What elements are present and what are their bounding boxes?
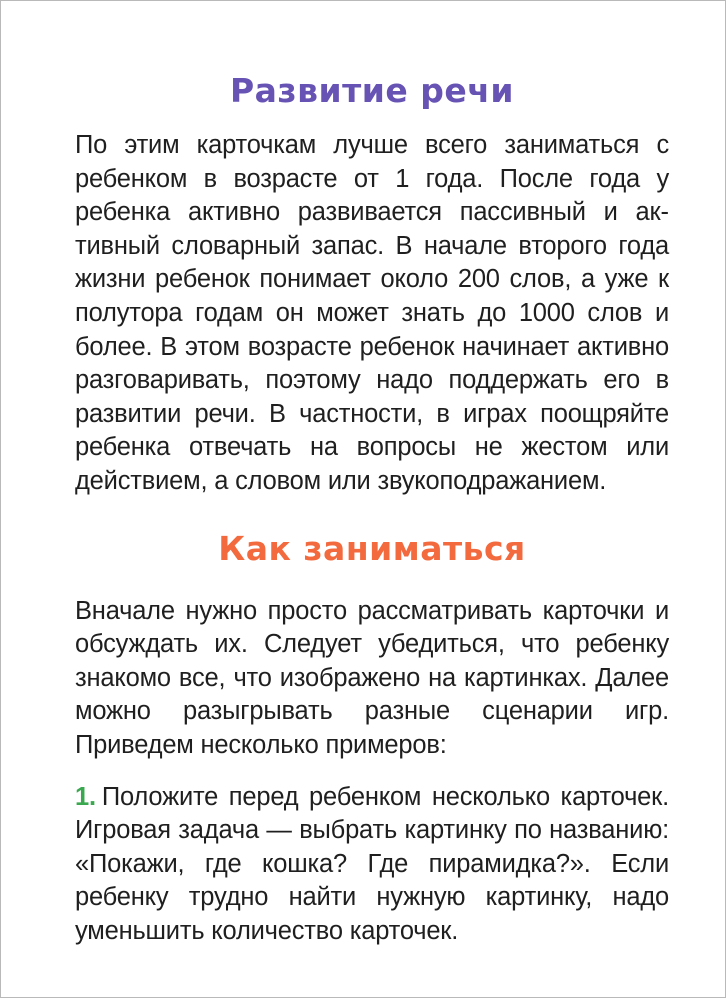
example-item-1 — [75, 781, 669, 949]
content — [75, 65, 669, 948]
how-to-intro-paragraph: Вначале нужно просто рассматривать карточки и обсуждать их. Следует убедиться, что ребенку знакомо все, что изображено на картинках. Далее можно разыгрывать разные сценарии игр. Приведем несколько примеров: — [75, 596, 669, 759]
section-title-how-to: Как заниматься — [218, 528, 526, 568]
example-item-1-number: 1. — [75, 782, 96, 811]
section-title-speech: Развитие речи — [229, 71, 515, 110]
speech-paragraph: По этим карточкам лучше всего заниматься с ребенком в возрасте от 1 года. После года у ребенка активно развивается пассивный и активный словарный запас. В начале второго года жизни ребенок понимает около 200 слов, а уже к полутора годам он может знать до 1000 слов и более. В этом возрасте ребенок начинает активно разговаривать, поэтому надо поддержать его в развитии речи. В частности, в играх поощряйте ребенка отвечать на вопросы не жестом или действием, а словом или звукоподражанием. — [75, 131, 669, 495]
example-item-1-text: Положите перед ребенком несколько карточек. Игровая задача — выбрать картинку по названию: «Покажи, где кошка? Где пирамидка?». Если ребенку трудно найти нужную картинку, надо уменьшить количество карточек. — [75, 782, 669, 945]
